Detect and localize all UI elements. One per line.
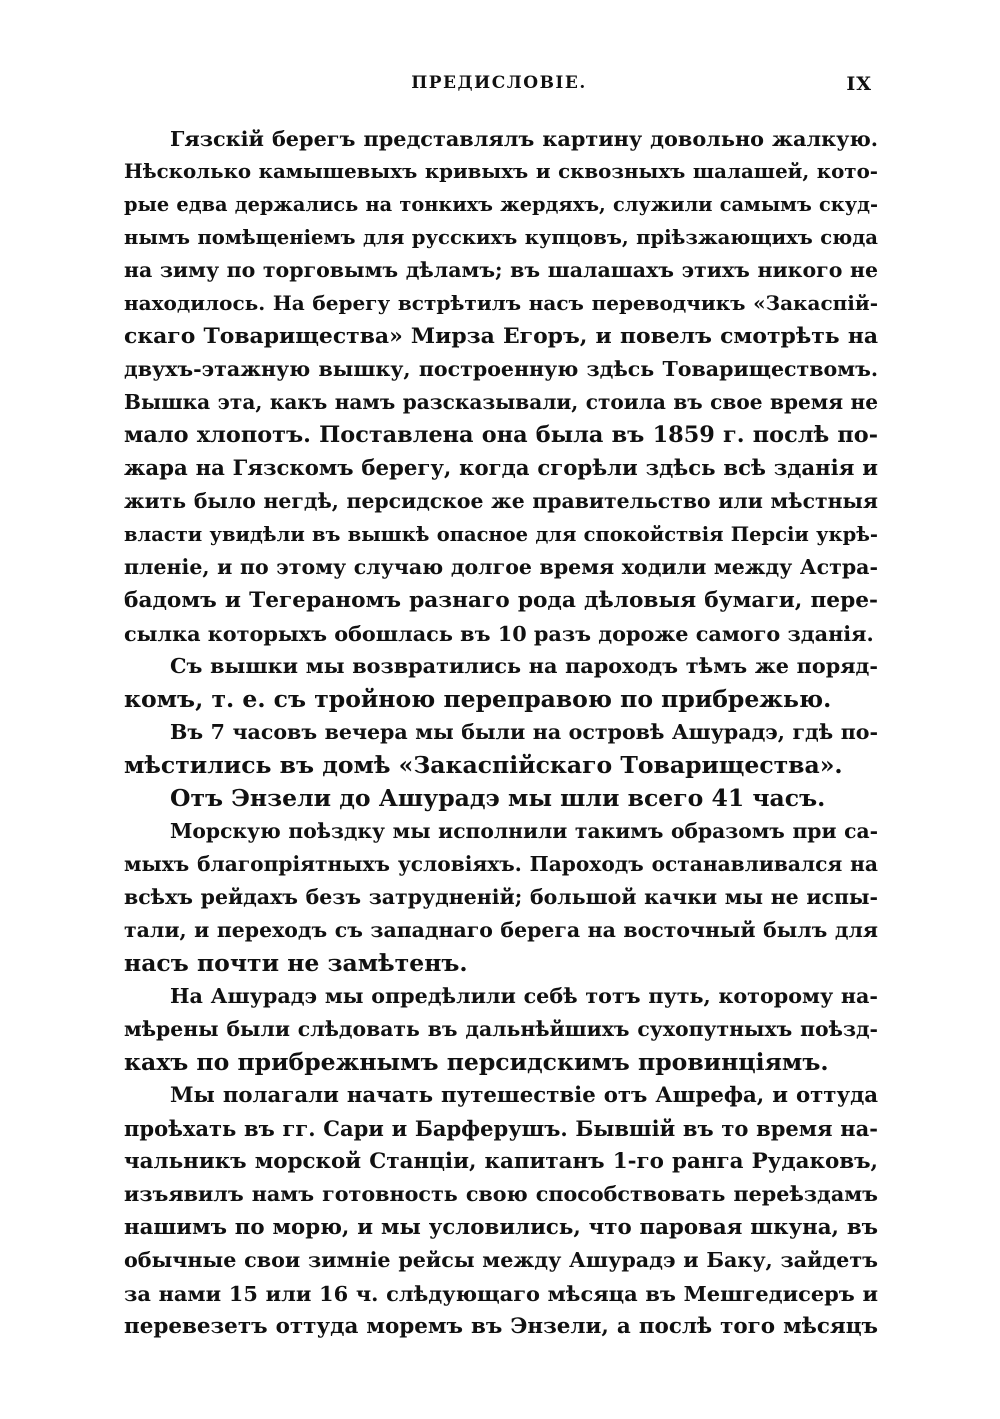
text-line: кахъ по прибрежнымъ персидскимъ провинціямъ. bbox=[124, 1048, 829, 1076]
text-line: обычные свои зимніе рейсы между Ашурадэ и Баку, зайдетъ bbox=[124, 1248, 878, 1272]
text-line: нашимъ по морю, и мы условились, что паровая шкуна, въ bbox=[124, 1215, 878, 1240]
text-line: за нами 15 или 16 ч. слѣдующаго мѣсяца въ Мешгедисеръ и bbox=[124, 1281, 878, 1306]
text-line: рые едва держались на тонкихъ жердяхъ, служили самымъ скуд- bbox=[124, 193, 878, 216]
text-line: Отъ Энзели до Ашурадэ мы шли всего 41 часъ. bbox=[170, 784, 826, 812]
body-text bbox=[124, 122, 878, 1343]
text-line: мыхъ благопріятныхъ условіяхъ. Пароходъ останавливался на bbox=[124, 852, 878, 876]
text-line: сылка которыхъ обошлась въ 10 разъ дороже самого зданія. bbox=[124, 621, 874, 646]
running-head: ПРЕДИСЛОВІЕ. bbox=[411, 73, 587, 93]
text-line: Съ вышки мы возвратились на пароходъ тѣмъ же поряд- bbox=[170, 654, 878, 678]
text-line: жить было негдѣ, персидское же правительство или мѣстныя bbox=[124, 489, 878, 513]
text-line: всѣхъ рейдахъ безъ затрудненій; большой качки мы не испы- bbox=[124, 885, 878, 909]
text-line: скаго Товарищества» Мирза Егоръ, и повелъ смотрѣть на bbox=[124, 323, 878, 349]
text-line: Гязскій берегъ представлялъ картину довольно жалкую. bbox=[170, 126, 878, 151]
text-line: находилось. На берегу встрѣтилъ насъ переводчикъ «Закаспій- bbox=[124, 291, 878, 315]
text-line: мѣрены были слѣдовать въ дальнѣйшихъ сухопутныхъ поѣзд- bbox=[124, 1017, 878, 1041]
text-line: чальникъ морской Станціи, капитанъ 1-го ранга Рудаковъ, bbox=[124, 1149, 878, 1174]
text-line: На Ашурадэ мы опредѣлили себѣ тотъ путь, которому на- bbox=[170, 984, 878, 1008]
page-number: IX bbox=[846, 73, 872, 95]
text-line: перевезетъ оттуда моремъ въ Энзели, а послѣ того мѣсяцъ bbox=[124, 1314, 878, 1339]
text-line: жара на Гязскомъ берегу, когда сгорѣли здѣсь всѣ зданія и bbox=[124, 456, 878, 481]
text-line: изъявилъ намъ готовность свою способствовать переѣздамъ bbox=[124, 1182, 878, 1206]
text-line: насъ почти не замѣтенъ. bbox=[124, 949, 468, 977]
text-line: бадомъ и Тегераномъ разнаго рода дѣловыя бумаги, пере- bbox=[124, 588, 878, 613]
text-line: Нѣсколько камышевыхъ кривыхъ и сквозныхъ шалашей, кото- bbox=[124, 159, 878, 183]
text-line: Въ 7 часовъ вечера мы были на островѣ Ашурадэ, гдѣ по- bbox=[170, 720, 878, 744]
text-line: Морскую поѣздку мы исполнили такимъ образомъ при са- bbox=[170, 819, 878, 843]
text-line: комъ, т. е. съ тройною переправою по прибрежью. bbox=[124, 685, 832, 713]
text-line: мѣстились въ домѣ «Закаспійскаго Товарищества». bbox=[124, 751, 843, 779]
text-line: проѣхать въ гг. Сари и Барферушъ. Бывшій въ то время на- bbox=[124, 1116, 878, 1141]
page-header bbox=[124, 73, 874, 105]
text-line: пленіе, и по этому случаю долгое время ходили между Астра- bbox=[124, 555, 878, 579]
text-line: Мы полагали начать путешествіе отъ Ашрефа, и оттуда bbox=[170, 1083, 878, 1108]
text-line: власти увидѣли въ вышкѣ опасное для спокойствія Персіи укрѣ- bbox=[124, 523, 878, 546]
text-line: двухъ-этажную вышку, построенную здѣсь Товариществомъ. bbox=[124, 357, 878, 381]
text-line: мало хлопотъ. Поставлена она была въ 1859 г. послѣ по- bbox=[124, 422, 878, 448]
text-line: на зиму по торговымъ дѣламъ; въ шалашахъ этихъ никого не bbox=[124, 258, 878, 282]
text-line: нымъ помѣщеніемъ для русскихъ купцовъ, пріѣзжающихъ сюда bbox=[124, 226, 878, 249]
text-line: тали, и переходъ съ западнаго берега на восточный былъ для bbox=[124, 918, 878, 942]
text-line: Вышка эта, какъ намъ разсказывали, стоила въ свое время не bbox=[124, 390, 878, 414]
